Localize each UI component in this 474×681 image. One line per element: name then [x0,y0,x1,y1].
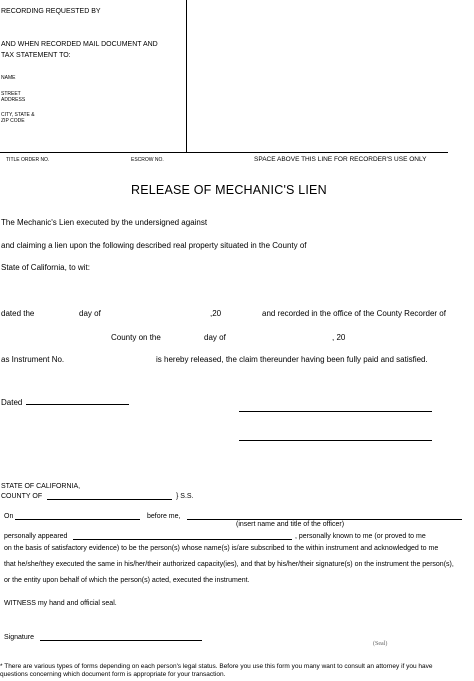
notary-signature-line[interactable] [40,640,202,641]
zip-code-label: ZIP CODE [1,118,25,124]
recording-requested-label: RECORDING REQUESTED BY [1,8,101,15]
street-label: STREET [1,91,21,97]
witness-text: WITNESS my hand and official seal. [4,600,117,607]
satisfactory-evidence-text: on the basis of satisfactory evidence) to be the person(s) whose name(s) is/are subscribed to the within instrument and acknowledged to me [4,545,439,552]
mail-document-label: AND WHEN RECORDED MAIL DOCUMENT AND [1,41,158,48]
appeared-name-field-line[interactable] [73,539,292,540]
signature-label: Signature [4,634,34,641]
header-bottom-rule [0,152,448,153]
name-label: NAME [1,75,16,81]
lien-paragraph-2: and claiming a lien upon the following described real property situated in the County of [1,241,307,250]
recorder-use-label: SPACE ABOVE THIS LINE FOR RECORDER'S USE ONLY [254,156,427,163]
on-label: On [4,513,14,520]
before-me-label: before me, [147,513,181,520]
ss-label: } S.S. [176,493,194,500]
county-of-field-line[interactable] [47,499,172,500]
instrument-no-label: as Instrument No. [1,355,65,364]
day-of-label: day of [79,309,101,318]
released-statement: is hereby released, the claim thereunder having been fully paid and satisfied. [156,355,428,364]
dated-label: Dated [1,398,23,407]
county-on-the-label: County on the [111,333,161,342]
signature-line-2[interactable] [239,440,432,441]
year-20-label: ,20 [210,309,222,318]
on-date-field-line[interactable] [15,519,140,520]
state-of-california-label: STATE OF CALIFORNIA, [1,483,81,490]
seal-label: (Seal) [373,641,388,647]
day-of-label-2: day of [204,333,226,342]
title-order-label: TITLE ORDER NO. [6,157,50,163]
tax-statement-label: TAX STATEMENT TO: [1,52,71,59]
comma-20-label: , 20 [332,333,346,342]
document-title: RELEASE OF MECHANIC'S LIEN [131,183,327,197]
escrow-label: ESCROW NO. [131,157,164,163]
lien-paragraph-3: State of California, to wit: [1,263,90,272]
county-of-label: COUNTY OF [1,493,43,500]
personally-known-text: , personally known to me (or proved to me [295,533,426,540]
personally-appeared-label: personally appeared [4,533,68,540]
officer-name-field-line[interactable] [187,519,462,520]
signature-line-1[interactable] [239,411,432,412]
lien-paragraph-1: The Mechanic's Lien executed by the undersigned against [1,218,208,227]
recorded-office-label: and recorded in the office of the County Recorder of [262,309,446,318]
insert-officer-note: (insert name and title of the officer) [236,521,345,528]
address-label: ADDRESS [1,97,26,103]
executed-same-text: that he/she/they executed the same in his/her/their authorized capacity(ies), and that by his/her/their signature(s) on the instrument the person(s), [4,561,454,568]
city-state-label: CITY, STATE & [1,112,35,118]
dated-the-label: dated the [1,309,35,318]
dated-field-line[interactable] [26,404,129,405]
entity-behalf-text: or the entity upon behalf of which the person(s) acted, executed the instrument. [4,577,250,584]
footer-disclaimer-1: * There are various types of forms depending on each person's legal status. Before you use this form you many want to consult an attorney if you have [0,663,433,670]
footer-disclaimer-2: questions concerning which document form is appropriate for your transaction. [0,671,226,678]
recorder-box-divider [186,0,187,152]
